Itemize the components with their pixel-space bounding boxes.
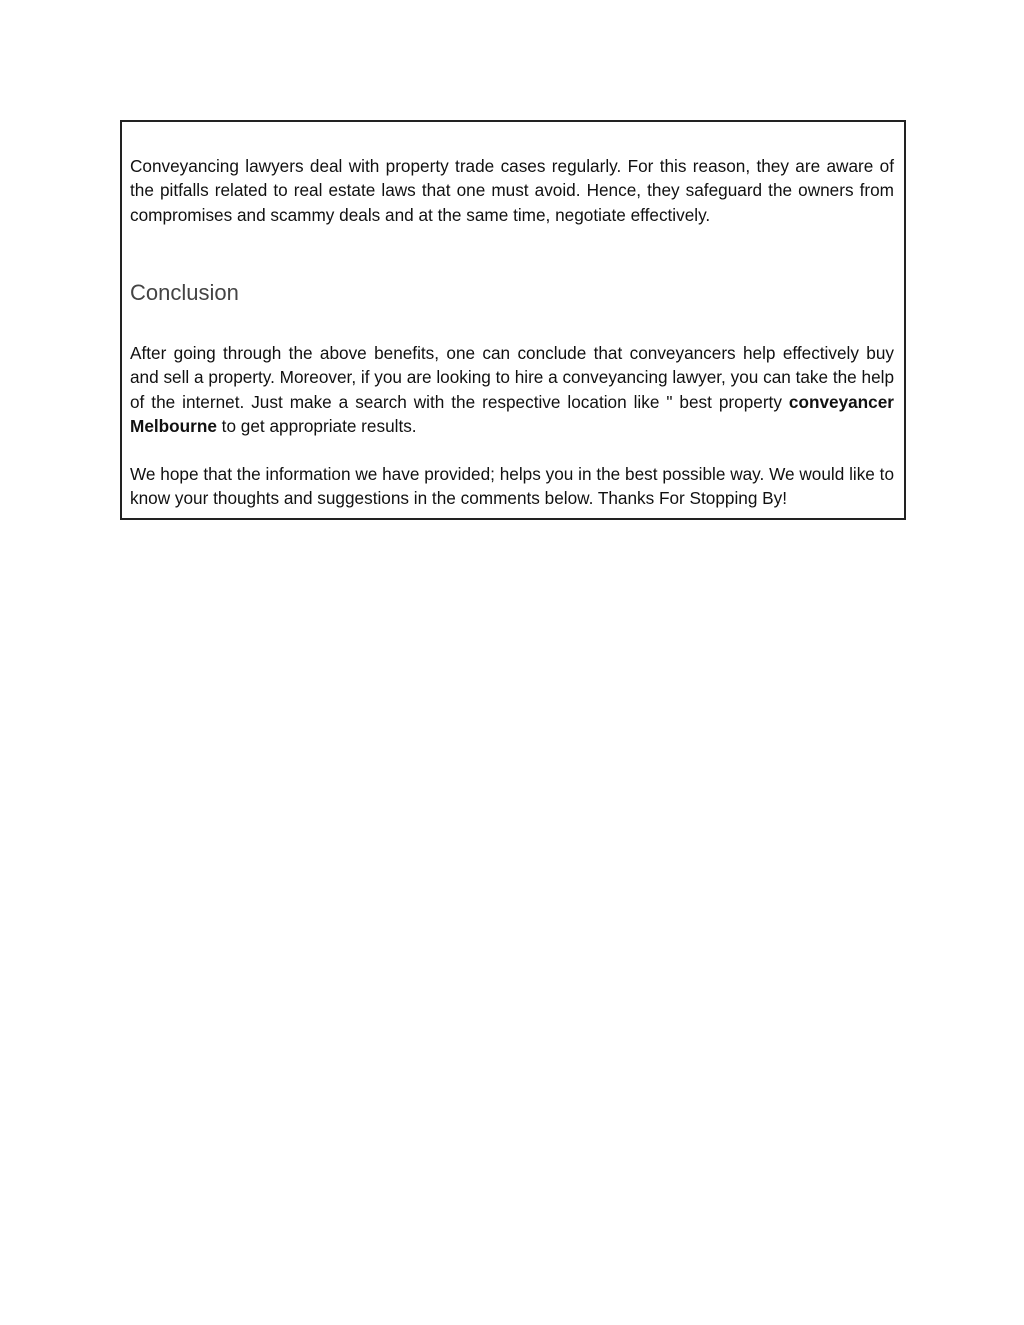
document-content-box bbox=[120, 120, 906, 520]
paragraph-closing: We hope that the information we have provided; helps you in the best possible way. We would like to know your thoughts and suggestions in the comments below. Thanks For Stopping By! bbox=[130, 464, 894, 509]
paragraph-conclusion bbox=[130, 341, 894, 438]
section-heading-conclusion: Conclusion bbox=[130, 280, 239, 305]
paragraph-intro: Conveyancing lawyers deal with property trade cases regularly. For this reason, they are aware of the pitfalls related to real estate laws that one must avoid. Hence, they safeguard the owners from compromises and scammy deals and at the same time, negotiate effectively. bbox=[130, 156, 894, 225]
bold-keyword: conveyancer Melbourne bbox=[130, 391, 894, 436]
paragraph-conclusion-text-start: After going through the above benefits, one can conclude that conveyancers help effectively buy and sell a property. Moreover, if you are looking to hire a conveyancing lawyer, you can take the help of the internet. Just make a search with the respective location like " best property bbox=[130, 343, 895, 412]
paragraph-conclusion-text-end: to get appropriate results. bbox=[216, 415, 417, 436]
